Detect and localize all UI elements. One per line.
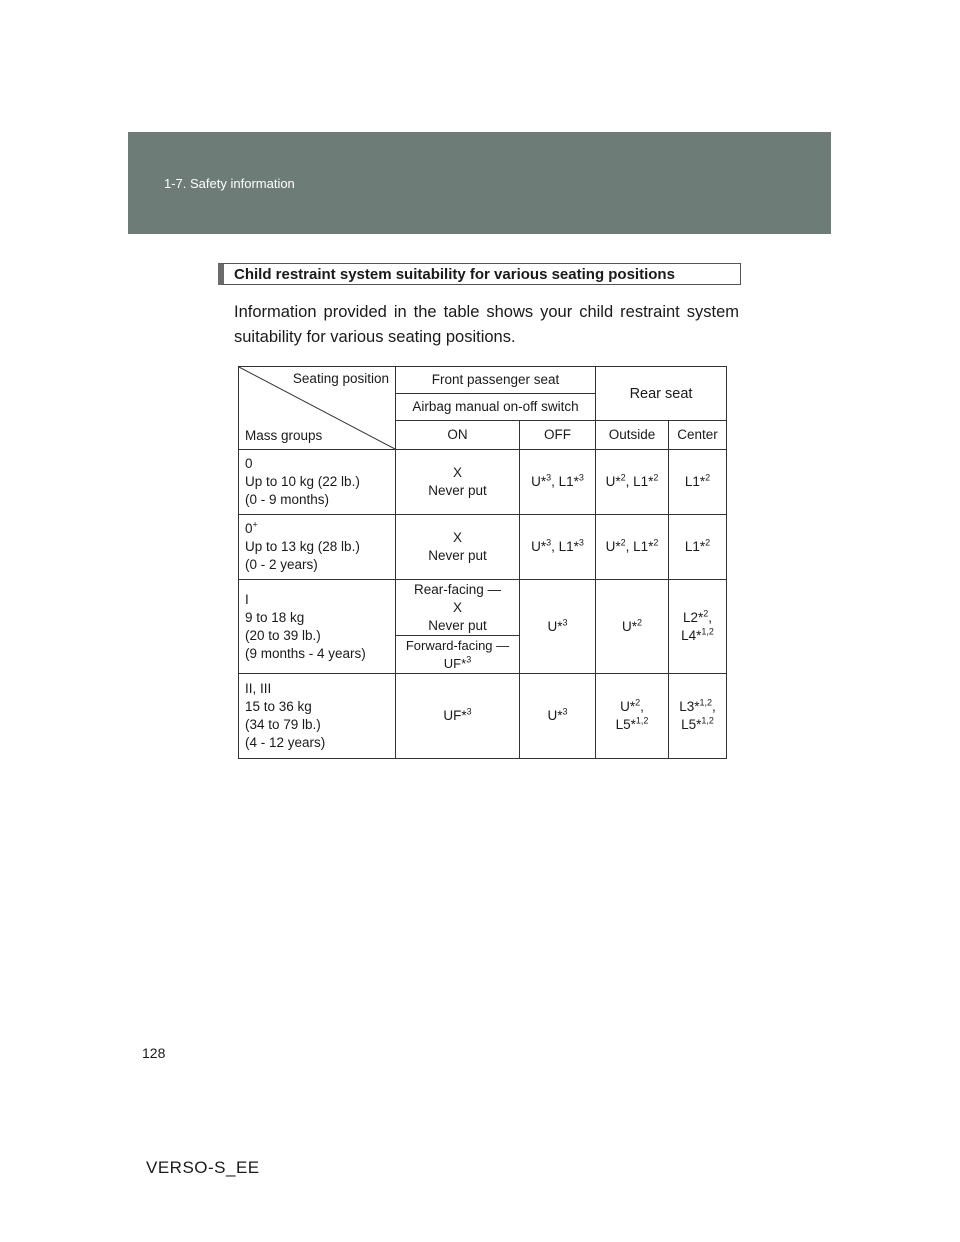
mass-age: (0 - 9 months) <box>245 492 330 507</box>
cell-line: Forward-facing — <box>405 637 510 653</box>
col-on-header: ON <box>396 421 520 450</box>
cell-text: , L1* <box>625 539 654 554</box>
cell-text: U* <box>620 699 636 714</box>
col-outside-header: Outside <box>596 421 669 450</box>
outside-cell <box>596 580 669 674</box>
off-cell <box>520 580 596 674</box>
front-passenger-seat-header: Front passenger seat <box>396 367 596 394</box>
center-cell <box>669 515 727 580</box>
on-cell <box>396 450 520 515</box>
on-cell <box>396 515 520 580</box>
cell-line: X <box>452 465 462 480</box>
mass-age: (0 - 2 years) <box>245 557 318 572</box>
center-cell <box>669 674 727 759</box>
table-header-row <box>239 367 727 394</box>
off-cell <box>520 674 596 759</box>
cell-line: Never put <box>428 548 487 563</box>
center-cell <box>669 580 727 674</box>
intro-paragraph: Information provided in the table shows your child restraint system suitability for various seating positions. <box>234 303 739 346</box>
section-title: Child restraint system suitability for various seating positions <box>234 266 675 283</box>
on-forward-facing-cell <box>396 636 520 674</box>
mass-group-id: II, III <box>245 681 272 696</box>
footnote-ref: 3 <box>578 472 584 483</box>
cell-text: L1* <box>684 474 706 489</box>
cell-text: L4* <box>681 627 702 643</box>
mass-group-cell <box>239 580 396 674</box>
rear-seat-header: Rear seat <box>596 367 727 421</box>
footnote-ref: 3 <box>466 654 472 665</box>
mass-group-cell <box>239 674 396 759</box>
cell-text: UF* <box>443 655 467 671</box>
cell-text: U* <box>547 618 563 634</box>
page-number: 128 <box>142 1045 166 1061</box>
cell-text: U* <box>622 618 638 634</box>
off-cell <box>520 515 596 580</box>
mass-age: (4 - 12 years) <box>245 735 326 750</box>
footnote-ref: 3 <box>562 706 568 717</box>
cell-text: , <box>712 699 716 714</box>
mass-weight: Up to 13 kg (28 lb.) <box>245 539 360 554</box>
mass-group-sup: + <box>252 519 258 530</box>
mass-weight-lb: (20 to 39 lb.) <box>245 627 321 643</box>
on-rear-facing-cell <box>396 580 520 636</box>
footnote-ref: 1,2 <box>701 626 714 636</box>
cell-text: U* <box>605 474 621 489</box>
table-row <box>239 450 727 515</box>
footnote-ref: 2 <box>620 472 626 483</box>
mass-weight-lb: (34 to 79 lb.) <box>245 717 321 732</box>
cell-text: , L1* <box>551 474 579 489</box>
footnote-ref: 2 <box>653 472 659 483</box>
cell-line: Never put <box>428 617 487 633</box>
document-id: VERSO-S_EE <box>146 1158 260 1177</box>
footnote-ref: 3 <box>466 706 472 717</box>
mass-group-id: I <box>245 591 249 607</box>
footnote-ref: 3 <box>562 617 568 627</box>
outside-cell <box>596 450 669 515</box>
cell-text: U* <box>605 539 621 554</box>
airbag-switch-header: Airbag manual on-off switch <box>396 394 596 421</box>
center-cell <box>669 450 727 515</box>
cell-text: , <box>708 609 713 625</box>
footnote-ref: 2 <box>705 472 711 483</box>
col-off-header: OFF <box>520 421 596 450</box>
cell-text: , <box>640 699 644 714</box>
mass-weight: 15 to 36 kg <box>245 699 312 714</box>
mass-group-id: 0 <box>245 456 253 471</box>
footnote-ref: 1,2 <box>635 715 649 726</box>
cell-text: U* <box>531 474 547 489</box>
cell-text: L1* <box>684 539 706 554</box>
footnote-ref: 3 <box>546 472 552 483</box>
mass-weight: Up to 10 kg (22 lb.) <box>245 474 360 489</box>
footnote-ref: 2 <box>620 537 626 548</box>
cell-text: UF* <box>443 708 467 723</box>
on-cell <box>396 674 520 759</box>
mass-age: (9 months - 4 years) <box>245 645 366 661</box>
cell-line: Never put <box>428 483 487 498</box>
footnote-ref: 2 <box>703 608 709 618</box>
suitability-table <box>238 366 727 759</box>
mass-groups-label: Mass groups <box>245 428 323 443</box>
mass-weight: 9 to 18 kg <box>245 609 305 625</box>
cell-text: , L1* <box>551 539 579 554</box>
cell-text: U* <box>547 708 563 723</box>
cell-line: X <box>452 599 462 615</box>
mass-group-cell <box>239 450 396 515</box>
footnote-ref: 3 <box>546 537 552 548</box>
section-label: 1-7. Safety information <box>164 176 295 191</box>
outside-cell <box>596 674 669 759</box>
cell-text: L3* <box>679 699 700 714</box>
seating-position-label: Seating position <box>292 371 389 386</box>
cell-line: X <box>452 530 462 545</box>
section-title-box <box>218 263 741 285</box>
col-center-header: Center <box>669 421 727 450</box>
mass-group-cell <box>239 515 396 580</box>
footnote-ref: 1,2 <box>701 715 714 726</box>
off-cell <box>520 450 596 515</box>
cell-text: L5* <box>681 717 702 732</box>
cell-text: L5* <box>615 717 636 732</box>
footnote-ref: 2 <box>635 697 641 708</box>
mass-group-id: 0 <box>245 521 253 536</box>
cell-text: L2* <box>682 609 704 625</box>
cell-text: U* <box>531 539 547 554</box>
outside-cell <box>596 515 669 580</box>
cell-text: , L1* <box>625 474 654 489</box>
footnote-ref: 3 <box>578 537 584 548</box>
footnote-ref: 2 <box>637 617 643 627</box>
corner-cell <box>239 367 396 450</box>
footnote-ref: 1,2 <box>699 697 713 708</box>
footnote-ref: 2 <box>705 537 711 548</box>
cell-line: Rear-facing — <box>413 581 502 597</box>
footnote-ref: 2 <box>653 537 659 548</box>
table-row <box>239 515 727 580</box>
table-row <box>239 674 727 759</box>
table-row <box>239 580 727 636</box>
